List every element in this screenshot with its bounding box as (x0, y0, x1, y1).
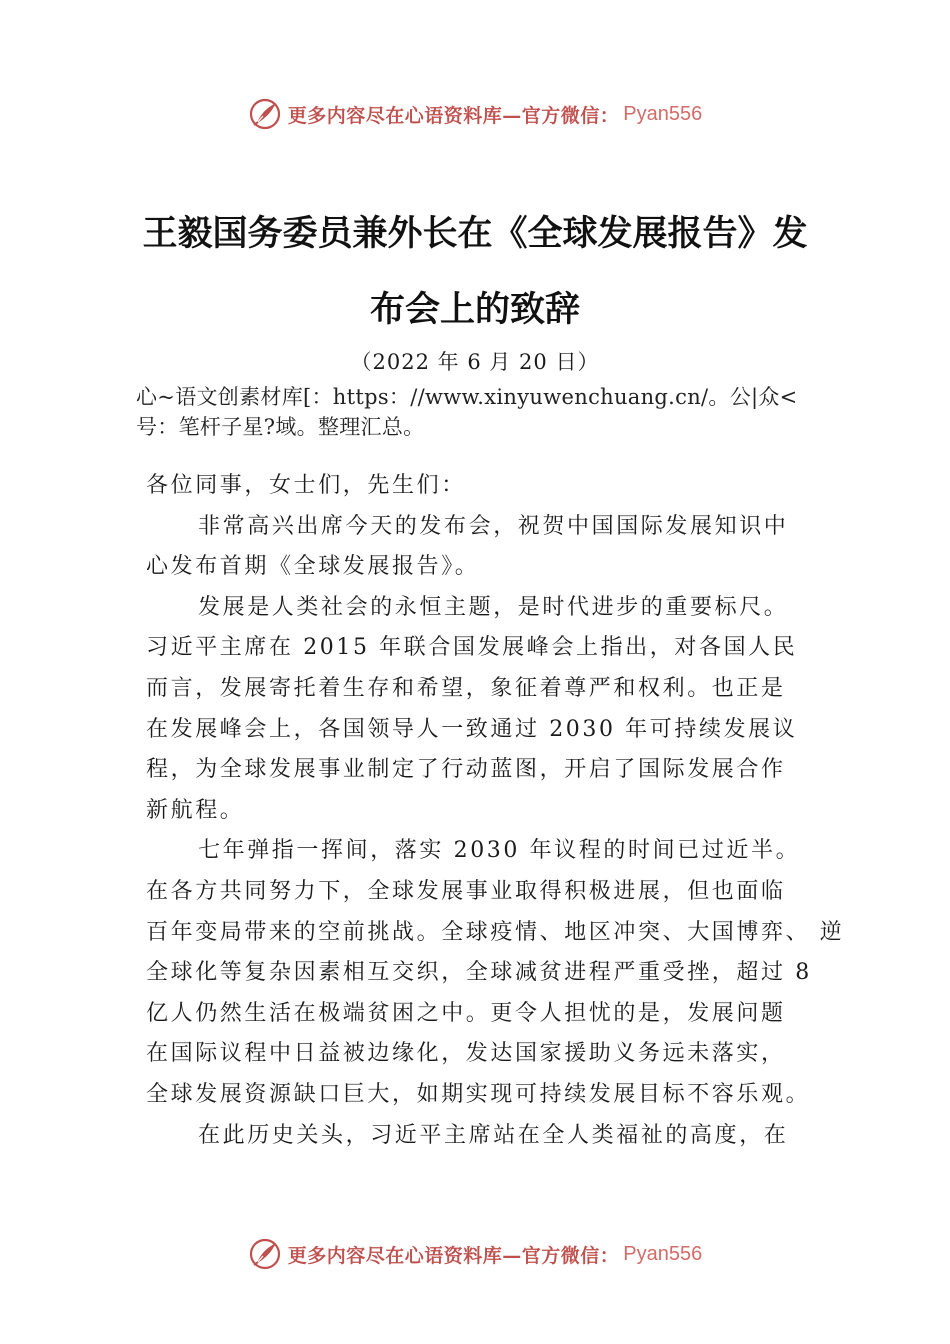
footer-banner (0, 1234, 950, 1274)
body-text-line: 在此历史关头，习近平主席站在全人类福祉的高度，在 (198, 1122, 789, 1148)
body-text-line: 亿人仍然生活在极端贫困之中。更令人担忧的是，发展问题 (146, 1000, 786, 1026)
header-banner (0, 94, 950, 134)
document-date: （2022 年 6 月 20 日） (350, 350, 600, 374)
watermark-line-2: 号：笔杆子星?域。整理汇总。 (136, 415, 425, 439)
body-text-line: 全球化等复杂因素相互交织，全球减贫进程严重受挫，超过 8 (146, 960, 812, 986)
body-text-line: 在发展峰会上，各国领导人一致通过 2030 年可持续发展议 (146, 716, 798, 742)
quill-pen-icon (248, 97, 282, 131)
body-text-line: 七年弹指一挥间，落实 2030 年议程的时间已过近半。 (198, 838, 801, 864)
watermark-line-1: 心~语文创素材库[：https：//www.xinyuwenchuang.cn/。公|众< (136, 385, 798, 409)
body-text-line: 而言，发展寄托着生存和希望，象征着尊严和权利。也正是 (146, 676, 786, 701)
document-title-line-1: 王毅国务委员兼外长在《全球发展报告》发 (142, 214, 808, 254)
banner-slogan: 更多内容尽在心语资料库—官方微信： (287, 1244, 620, 1267)
banner-slogan: 更多内容尽在心语资料库—官方微信： (287, 104, 620, 127)
body-text-line: 心发布首期《全球发展报告》。 (146, 554, 480, 580)
document-title-line-2: 布会上的致辞 (369, 290, 580, 330)
body-text-line: 在各方共同努力下，全球发展事业取得积极进展，但也面临 (146, 879, 786, 904)
banner-wechat-id: Pyan556 (623, 1242, 703, 1265)
body-text-line: 各位同事，女士们，先生们： (146, 473, 466, 498)
body-text-line: 在国际议程中日益被边缘化，发达国家援助义务远未落实， (146, 1041, 786, 1067)
body-text-line: 全球发展资源缺口巨大，如期实现可持续发展目标不容乐观。 (146, 1082, 811, 1107)
body-text-line: 习近平主席在 2015 年联合国发展峰会上指出，对各国人民 (146, 635, 798, 661)
body-text-line: 新航程。 (146, 797, 245, 823)
body-text-line: 发展是人类社会的永恒主题，是时代进步的重要标尺。 (198, 594, 789, 620)
body-text-line: 程，为全球发展事业制定了行动蓝图，开启了国际发展合作 (146, 757, 786, 783)
body-text-line: 百年变局带来的空前挑战。全球疫情、地区冲突、大国博弈、 逆 (146, 919, 845, 945)
banner-wechat-id: Pyan556 (623, 102, 703, 125)
body-text-line: 非常高兴出席今天的发布会，祝贺中国国际发展知识中 (198, 513, 789, 539)
quill-pen-icon (248, 1237, 282, 1271)
